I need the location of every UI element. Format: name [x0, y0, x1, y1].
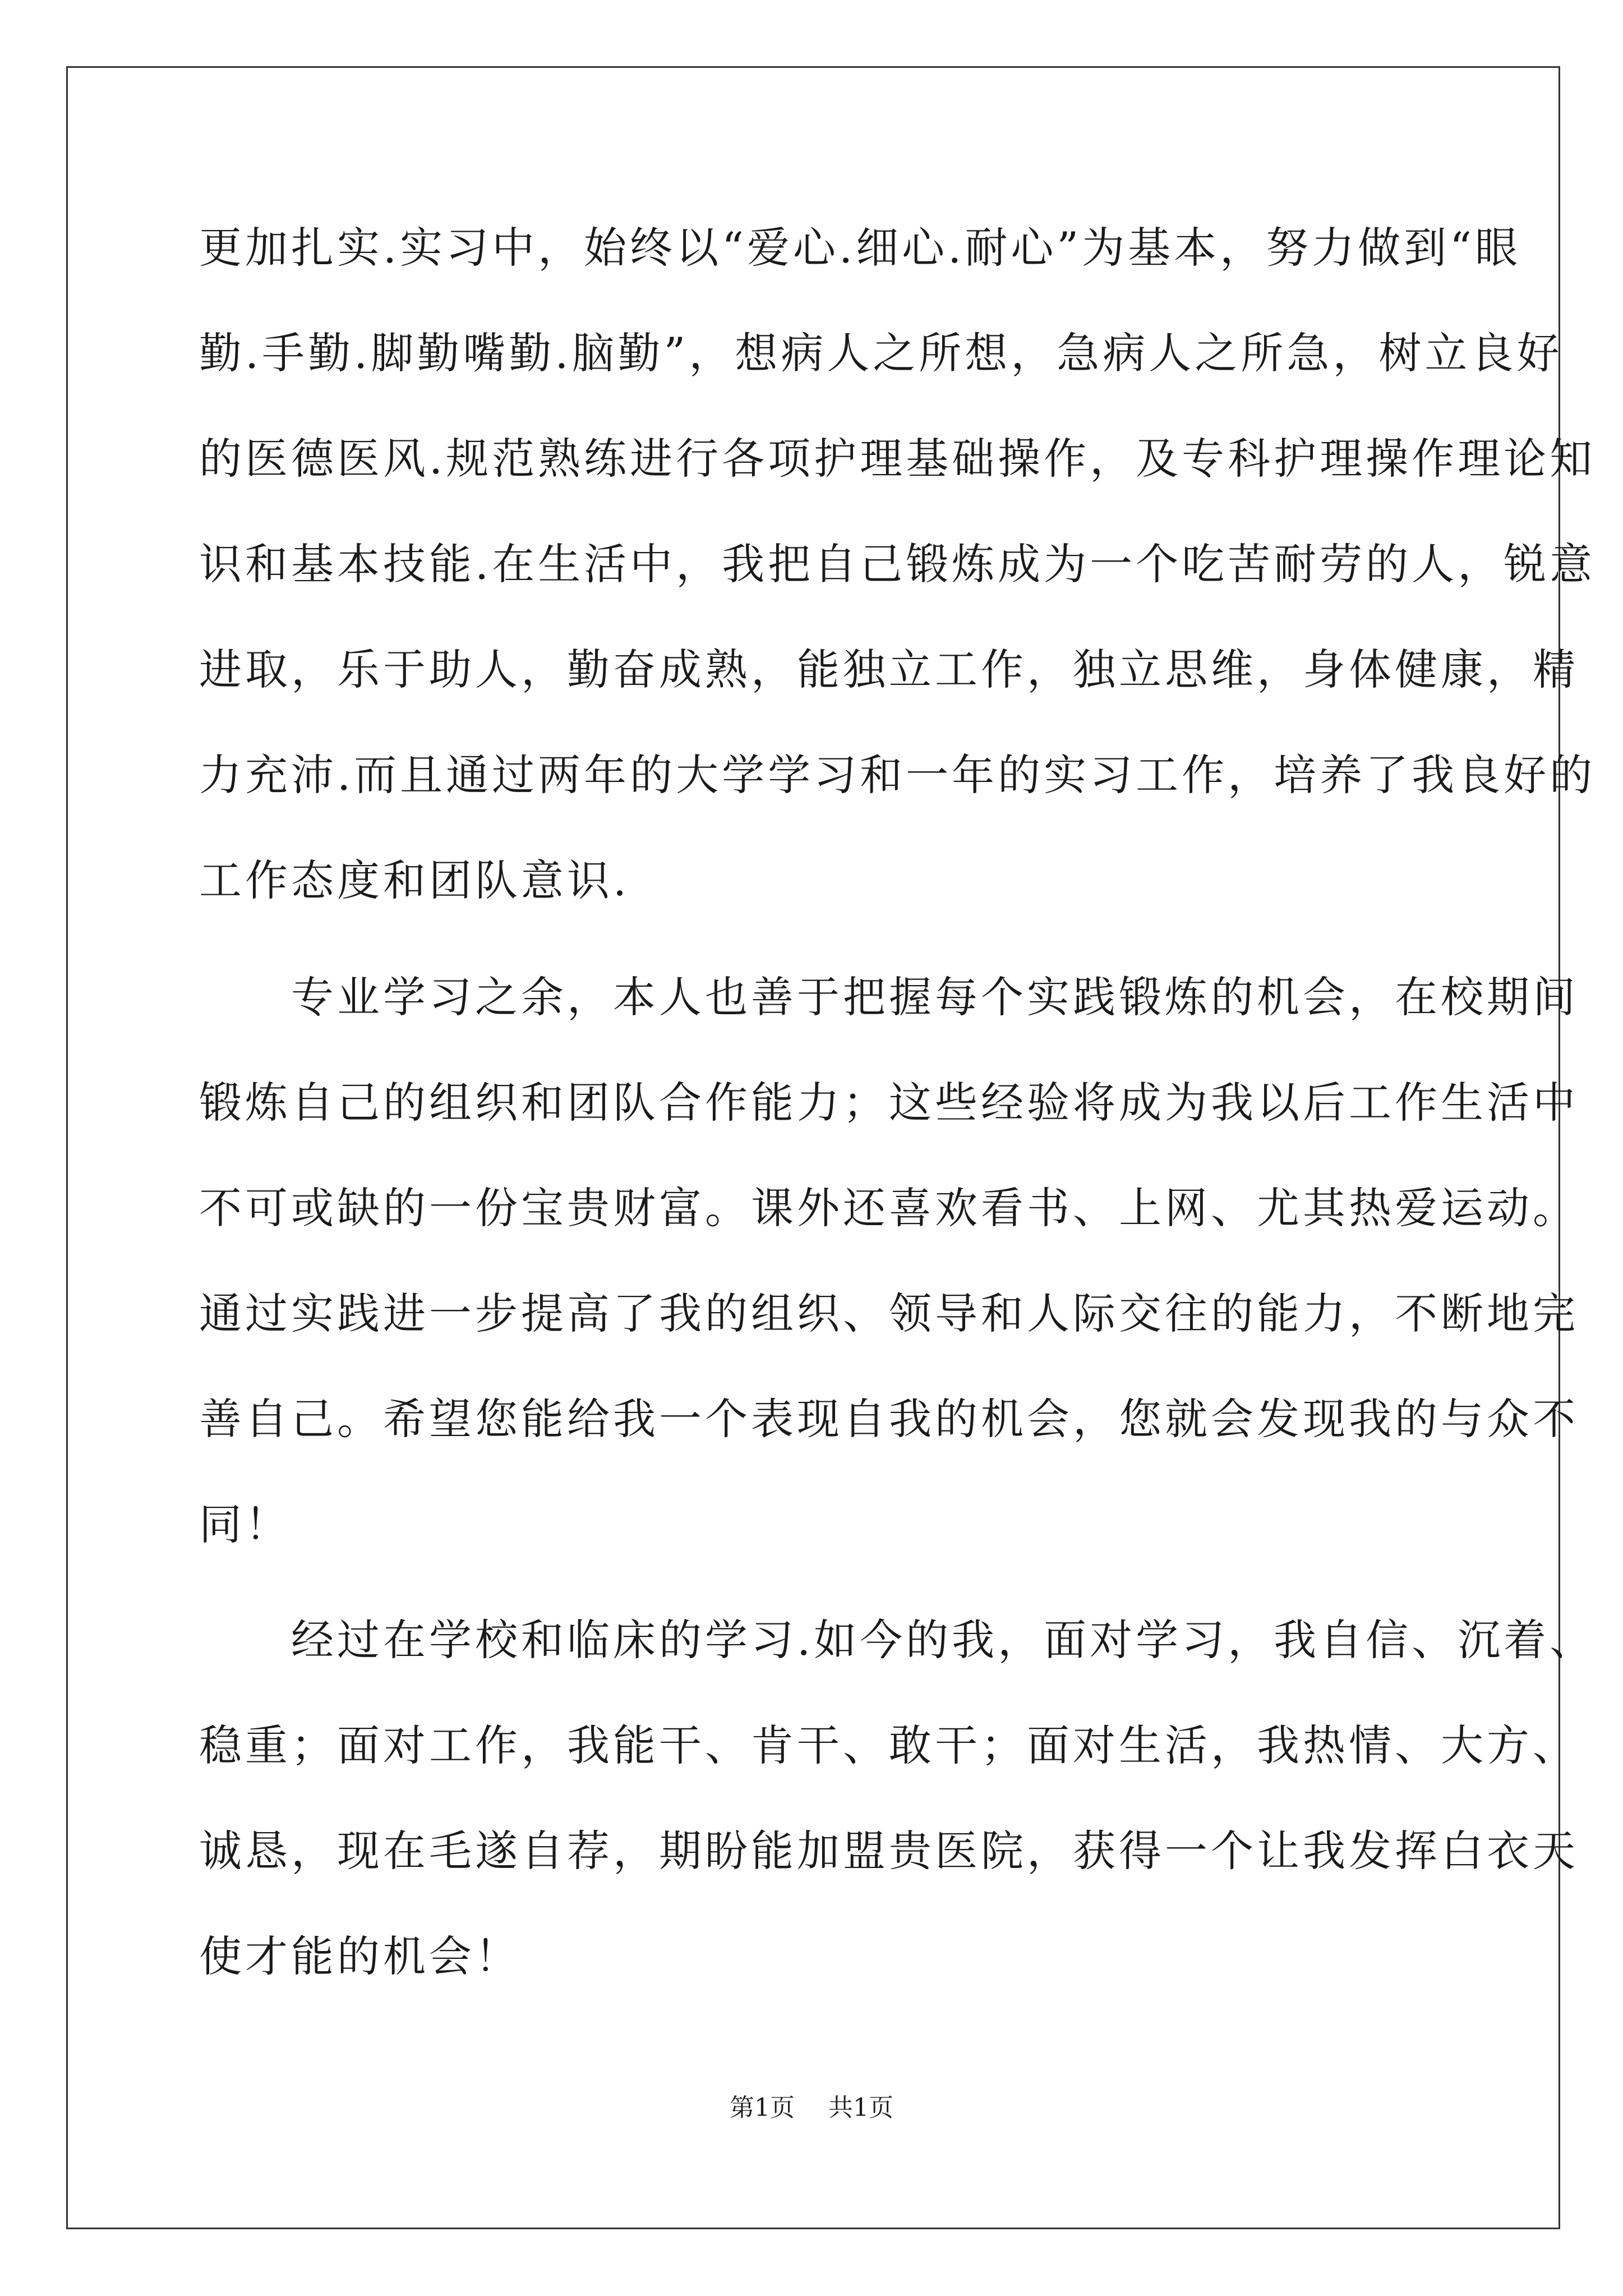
- page-footer: [0, 2091, 1623, 2125]
- text-line: 稳重；面对工作，我能干、肯干、敢干；面对生活，我热情、大方、: [199, 1720, 1579, 1770]
- page-number-current: 第1页: [730, 2093, 795, 2122]
- text-line: 识和基本技能.在生活中，我把自己锻炼成为一个吃苦耐劳的人，锐意: [199, 539, 1596, 589]
- text-line: 更加扎实.实习中，始终以“爱心.细心.耐心”为基本，努力做到“眼: [199, 223, 1521, 273]
- text-line: 善自己。希望您能给我一个表现自我的机会，您就会发现我的与众不: [199, 1394, 1579, 1444]
- text-line: 的医德医风.规范熟练进行各项护理基础操作，及专科护理操作理论知: [199, 434, 1596, 484]
- text-line: 专业学习之余，本人也善于把握每个实践锻炼的机会，在校期间: [199, 972, 1579, 1022]
- text-line: 不可或缺的一份宝贵财富。课外还喜欢看书、上网、尤其热爱运动。: [199, 1183, 1579, 1233]
- page-number-total: 共1页: [828, 2093, 893, 2122]
- text-line: 进取，乐于助人，勤奋成熟，能独立工作，独立思维，身体健康，精: [199, 645, 1579, 694]
- text-line: 通过实践进一步提高了我的组织、领导和人际交往的能力，不断地完: [199, 1289, 1579, 1338]
- text-line: 经过在学校和临床的学习.如今的我，面对学习，我自信、沉着、: [199, 1615, 1596, 1665]
- text-line: 诚恳，现在毛遂自荐，期盼能加盟贵医院，获得一个让我发挥白衣天: [199, 1826, 1579, 1876]
- text-line: 勤.手勤.脚勤嘴勤.脑勤”，想病人之所想，急病人之所急，树立良好: [199, 328, 1563, 378]
- text-line: 工作态度和团队意识.: [199, 855, 630, 905]
- text-line: 同！: [199, 1499, 291, 1549]
- text-line: 力充沛.而且通过两年的大学学习和一年的实习工作，培养了我良好的: [199, 750, 1596, 800]
- text-line: 锻炼自己的组织和团队合作能力；这些经验将成为我以后工作生活中: [199, 1078, 1579, 1128]
- text-line: 使才能的机会！: [199, 1931, 521, 1981]
- page-border: [66, 66, 1563, 2229]
